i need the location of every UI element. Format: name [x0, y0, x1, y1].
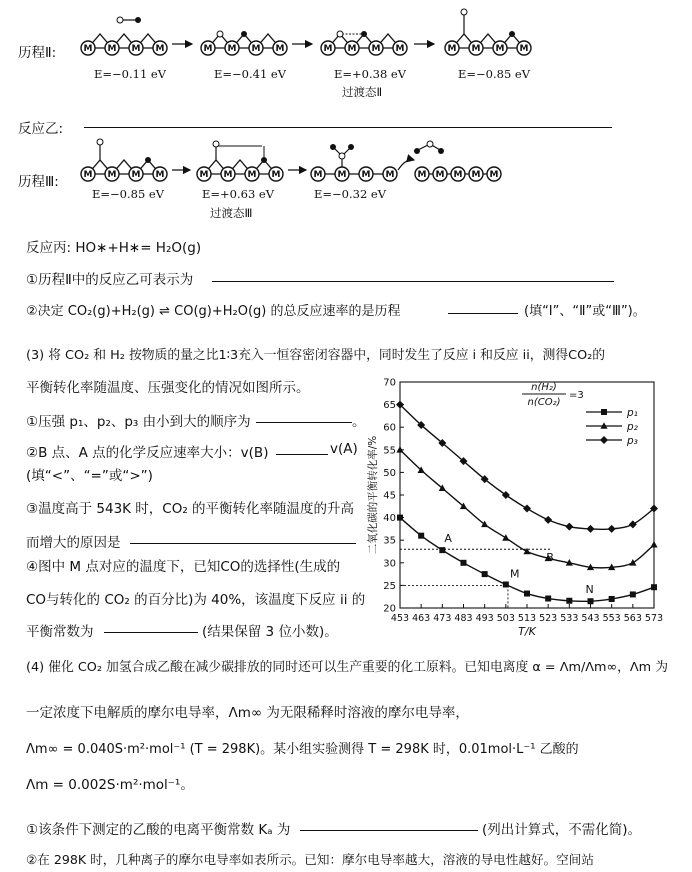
x-axis-label: T/K: [518, 625, 536, 638]
chart-series-group: [396, 401, 658, 605]
y-tick-label: 20: [383, 603, 396, 615]
data-point: [544, 516, 552, 524]
process3-energy-3: E=−0.32 eV: [314, 187, 387, 201]
x-tick-label: 473: [433, 613, 452, 624]
y-tick-label: 50: [383, 467, 396, 479]
data-point: [566, 598, 572, 604]
q2-item2-post: (填“Ⅰ”、“Ⅱ”或“Ⅲ”)。: [524, 304, 646, 319]
x-tick-label: 573: [644, 613, 664, 624]
q4-line3: Λm∞ = 0.040S·m²·mol⁻¹ (T = 298K)。某小组实验测得 T = 298K 时，0.01mol·L⁻¹ 乙酸的: [26, 742, 579, 757]
data-point: [545, 596, 551, 602]
data-point: [482, 571, 488, 577]
data-point: [630, 591, 636, 597]
process3-label: 历程Ⅲ:: [18, 174, 59, 190]
y-tick-label: 60: [383, 422, 396, 434]
legend-title-denominator: n(CO₂): [527, 397, 561, 408]
x-tick-label: 483: [454, 613, 473, 624]
data-point: [397, 515, 403, 521]
process3-energy-2: E=+0.63 eV: [202, 187, 275, 201]
q3-item3b: 而增大的原因是: [26, 535, 121, 551]
x-tick-label: 463: [412, 613, 431, 624]
q3-item4c-pre: 平衡常数为: [26, 624, 94, 640]
data-point: [608, 525, 616, 533]
point-label-a: A: [444, 532, 452, 546]
y-axis-label: 二氧化碳的平衡转化率/%: [367, 435, 379, 555]
q4-item1-post: (列出计算式，不需化简)。: [482, 822, 642, 838]
q3-item2-note: (填“<”、“=”或“>”): [26, 468, 153, 484]
x-tick-label: 543: [581, 613, 600, 624]
y-tick-label: 45: [383, 490, 396, 502]
data-point: [609, 596, 615, 602]
process2-label: 历程Ⅱ:: [18, 45, 57, 61]
q4-item1-blank[interactable]: [300, 816, 478, 831]
plot-frame: [400, 382, 654, 608]
legend-marker-1: [601, 409, 607, 415]
q4-line1: (4) 催化 CO₂ 加氢合成乙酸在减少碳排放的同时还可以生产重要的化工原料。已知电离度 α = Λm/Λm∞，Λm 为: [26, 660, 669, 675]
reaction-b-label: 反应乙:: [18, 121, 64, 137]
process2-energy-4: E=−0.85 eV: [458, 67, 531, 81]
process3-ts-label: 过渡态Ⅲ: [210, 206, 253, 220]
q3-item2-blank[interactable]: [276, 440, 328, 455]
data-point: [650, 541, 657, 548]
data-point: [523, 505, 531, 513]
x-tick-label: 533: [560, 613, 579, 624]
co2-conversion-chart: [366, 368, 684, 642]
q3-intro2: 平衡转化率随温度、压强变化的情况如图所示。: [26, 380, 310, 396]
q4-item2: ②在 298K 时，几种离子的摩尔电导率如表所示。已知：摩尔电导率越大，溶液的导电性越好。空间站: [26, 852, 594, 867]
process2-energy-2: E=−0.41 eV: [214, 67, 287, 81]
q4-line2: 一定浓度下电解质的摩尔电导率，Λm∞ 为无限稀释时溶液的摩尔电导率，: [26, 705, 469, 721]
x-tick-label: 523: [539, 613, 558, 624]
q2-item1: ①历程Ⅱ中的反应乙可表示为: [26, 272, 194, 288]
q3-item2-pre: ②B 点、A 点的化学反应速率大小：v(B): [26, 445, 269, 461]
point-label-n: N: [585, 583, 594, 597]
y-tick-label: 55: [383, 445, 396, 457]
process3-diagram: [80, 134, 520, 194]
data-point: [565, 523, 573, 531]
q4-line4: Λm = 0.002S·m²·mol⁻¹。: [26, 777, 194, 793]
y-tick-label: 30: [383, 558, 396, 570]
y-tick-label: 65: [383, 400, 396, 412]
data-point: [439, 547, 445, 553]
process2-energy-1: E=−0.11 eV: [94, 67, 167, 81]
y-tick-label: 70: [383, 377, 396, 389]
q3-item4-blank[interactable]: [104, 618, 198, 633]
legend-marker-3: [600, 436, 608, 444]
process2-energy-3: E=+0.38 eV: [334, 67, 407, 81]
q2-item1-blank[interactable]: [212, 267, 614, 282]
reaction-b-blank[interactable]: [84, 113, 612, 128]
q3-item4a: ④图中 M 点对应的温度下，已知CO的选择性(生成的: [26, 559, 341, 575]
data-point: [629, 559, 636, 566]
q2-item2-pre: ②决定 CO₂(g)+H₂(g) ⇌ CO(g)+H₂O(g) 的总反应速率的是历程: [26, 304, 401, 319]
process3-energy-1: E=−0.85 eV: [92, 187, 165, 201]
legend-label-2: p₂: [627, 421, 638, 433]
q3-item4b: CO与转化的 CO₂ 的百分比)为 40%，该温度下反应 ii 的: [26, 592, 366, 608]
reaction-c: 反应丙: HO∗+H∗= H₂O(g): [26, 240, 202, 256]
point-label-m: M: [509, 567, 520, 581]
series-line-1: [400, 518, 654, 602]
legend-title-numerator: n(H₂): [531, 382, 557, 393]
q3-item1-end: 。: [352, 414, 366, 430]
q2-item2-blank[interactable]: [448, 299, 518, 314]
data-point: [523, 548, 530, 555]
x-tick-label: 513: [517, 613, 537, 624]
data-point: [503, 581, 509, 587]
x-tick-label: 563: [623, 613, 642, 624]
y-tick-label: 25: [383, 580, 396, 592]
data-point: [587, 525, 595, 533]
x-tick-label: 553: [602, 613, 621, 624]
data-point: [502, 534, 509, 541]
q3-item1-blank[interactable]: [256, 408, 352, 423]
x-tick-label: 453: [390, 613, 410, 624]
q3-item3-blank[interactable]: [130, 529, 356, 544]
data-point: [588, 598, 594, 604]
legend-title-value: =3: [569, 390, 584, 401]
chart-axes: [400, 382, 654, 608]
q4-item1-pre: ①该条件下测定的乙酸的电离平衡常数 Kₐ 为: [26, 822, 291, 838]
process2-ts-label: 过渡态Ⅱ: [342, 85, 383, 99]
q3-item4c-post: (结果保留 3 位小数)。: [202, 624, 338, 640]
q3-intro1: (3) 将 CO₂ 和 H₂ 按物质的量之比1∶3充入一恒容密闭容器中，同时发生了反应 i 和反应 ii，测得CO₂的: [26, 348, 606, 363]
legend-label-1: p₁: [627, 407, 638, 419]
q3-item1: ①压强 p₁、p₂、p₃ 由小到大的顺序为: [26, 414, 251, 430]
x-tick-label: 503: [496, 613, 515, 624]
q3-item3a: ③温度高于 543K 时，CO₂ 的平衡转化率随温度的升高: [26, 501, 355, 517]
y-tick-label: 40: [383, 513, 396, 525]
data-point: [629, 520, 637, 528]
data-point: [651, 584, 657, 590]
q3-item2-post: v(A): [330, 441, 358, 457]
data-point: [461, 560, 467, 566]
data-point: [524, 591, 530, 597]
x-tick-label: 493: [475, 613, 494, 624]
data-point: [418, 533, 424, 539]
data-point: [396, 446, 403, 453]
y-tick-label: 35: [383, 535, 396, 547]
chart-labels-group: [366, 378, 663, 639]
process2-diagram: M: [80, 4, 640, 68]
legend-label-3: p₃: [627, 435, 638, 447]
point-label-b: B: [546, 551, 554, 565]
